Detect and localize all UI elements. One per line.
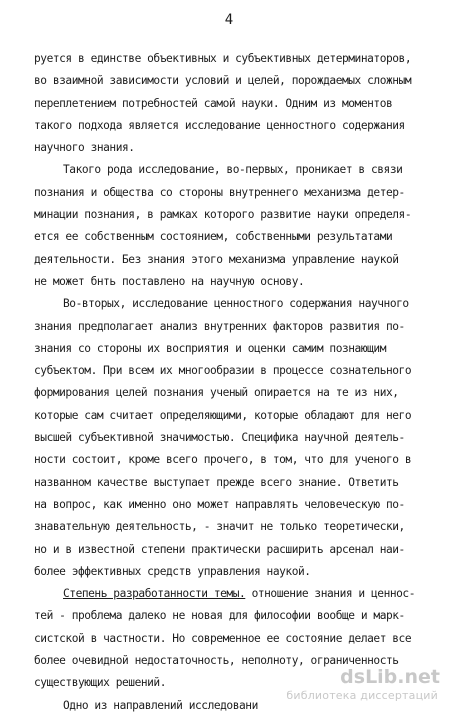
text-line: формирования целей познания ученый опирается на те из них, (34, 386, 399, 400)
text-line: но и в известной степени практически расширить арсенал наи- (34, 542, 405, 556)
text-line: не может бнть поставлено на научную основу. (34, 274, 305, 288)
text-line: систской в частности. Но современное ее состояние делает все (34, 631, 412, 645)
paragraph-start-line: Такого рода исследование, во-первых, проникает в связи (63, 163, 403, 177)
text-fragment: отношение знания и ценнос- (251, 587, 415, 601)
text-line: знавательную деятельность, - значит не только теоретически, (34, 520, 405, 534)
text-line: ности состоит, кроме всего прочего, в том, что для ученого в (34, 453, 412, 467)
text-line: на вопрос, как именно оно может направлять человеческую по- (34, 497, 405, 511)
text-line: которые сам считает определяющими, которые обладают для него (34, 408, 412, 422)
text-line: ется ее собственным состоянием, собственными результатами (34, 230, 393, 244)
text-line: переплетением потребностей самой науки. Одним из моментов (34, 96, 393, 110)
watermark (262, 666, 442, 706)
section-heading: Степень разработанности темы. (63, 587, 246, 601)
text-line: названном качестве выступает прежде всего знание. Ответить (34, 475, 399, 489)
text-line: тей - проблема далеко не новая для философии вообще и марк- (34, 609, 405, 623)
text-body (34, 48, 434, 717)
text-line: знания предполагает анализ внутренних факторов развития по- (34, 319, 405, 333)
text-line: деятельности. Без знания этого механизма управление наукой (34, 252, 399, 266)
text-line: знания со стороны их восприятия и оценки самим познающим (34, 341, 386, 355)
paragraph-start-line: Во-вторых, исследование ценностного содержания научного (63, 297, 409, 311)
text-line: во взаимной зависимости условий и целей, порождаемых сложным (34, 74, 412, 88)
text-line: более очевидной недостаточность, неполноту, ограниченность (34, 654, 399, 668)
text-line: существующих решений. (34, 676, 166, 690)
paragraph-start-line: Одно из направлений исследовани (63, 698, 258, 712)
text-line: более эффективных средств управления наукой. (34, 564, 311, 578)
text-line: высшей субъективной значимостью. Специфика научной деятель- (34, 431, 405, 445)
text-line: научного знания. (34, 141, 135, 155)
text-line: субъектом. При всем их многообразии в процессе сознательного (34, 364, 412, 378)
page-number: 4 (224, 12, 234, 28)
watermark-subtitle: библиотека диссертаций (286, 689, 438, 702)
watermark-logo: dsLib.net (340, 666, 440, 688)
text-line: руется в единстве объективных и субъективных детерминаторов, (34, 52, 412, 65)
text-line: такого подхода является исследование ценностного содержания (34, 118, 405, 132)
paragraph-start-line (34, 583, 434, 605)
text-line: познания и общества со стороны внутреннего механизма детер- (34, 185, 405, 199)
text-line: минации познания, в рамках которого развитие науки определя- (34, 208, 412, 222)
